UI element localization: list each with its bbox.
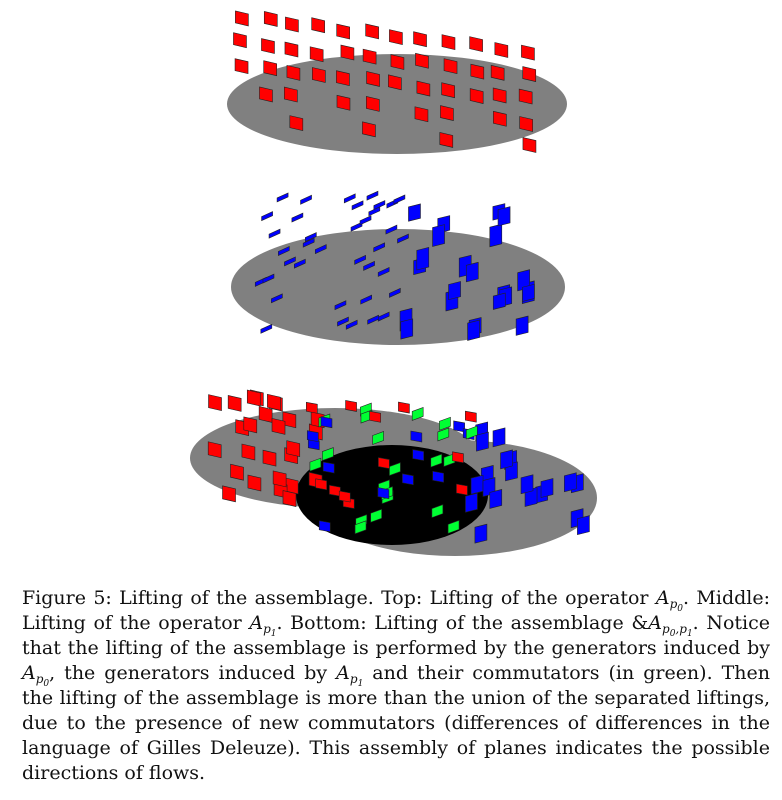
blue-plane	[269, 229, 280, 238]
mixed-plane	[346, 400, 357, 411]
red-plane	[235, 59, 248, 74]
mixed-plane	[398, 402, 409, 413]
red-plane	[284, 87, 297, 102]
mixed-plane	[413, 450, 424, 461]
red-plane	[389, 30, 402, 45]
blue-plane	[476, 432, 488, 451]
red-plane	[312, 18, 325, 33]
mixed-plane	[378, 488, 389, 499]
red-plane	[391, 55, 404, 70]
blue-plane	[352, 201, 363, 210]
math-A-p1: $A_{p_1}$	[249, 612, 277, 639]
red-plane	[470, 37, 483, 52]
red-plane	[495, 42, 508, 57]
red-plane	[233, 33, 246, 48]
bottom-panel	[190, 390, 597, 556]
red-plane	[285, 17, 298, 32]
red-plane	[442, 35, 455, 50]
blue-plane	[408, 204, 420, 221]
red-plane	[366, 96, 379, 111]
top-gray-disc	[227, 54, 567, 154]
mixed-plane	[316, 479, 327, 490]
red-plane	[259, 406, 272, 422]
caption-text-3: . Bottom: Lifting of the assemblage &	[276, 612, 649, 634]
red-plane	[491, 65, 504, 80]
blue-plane	[516, 316, 528, 335]
mixed-plane	[339, 491, 350, 502]
red-plane	[244, 417, 257, 433]
red-plane	[235, 11, 248, 26]
red-plane	[337, 95, 350, 110]
blue-plane	[468, 320, 480, 340]
math-A-p0: $A_{p_0}$	[655, 587, 684, 614]
red-plane	[414, 32, 427, 47]
caption-text-5: , the generators induced by	[49, 662, 337, 684]
blue-plane	[475, 524, 487, 543]
blue-plane	[261, 324, 272, 333]
top-panel	[227, 11, 567, 154]
blue-plane	[401, 319, 413, 339]
blue-plane	[471, 475, 483, 494]
mixed-plane	[411, 431, 422, 442]
red-plane	[417, 81, 430, 96]
red-plane	[444, 59, 457, 74]
mixed-plane	[378, 458, 389, 469]
red-plane	[261, 39, 274, 54]
red-plane	[519, 89, 532, 104]
math-A-p1-b: $A_{p_1}$	[336, 662, 364, 689]
red-plane	[363, 49, 376, 64]
mixed-plane	[319, 521, 330, 532]
red-plane	[287, 441, 300, 457]
blue-plane	[433, 225, 445, 247]
red-plane	[336, 71, 349, 86]
blue-plane	[493, 293, 505, 309]
red-plane	[283, 491, 296, 507]
red-plane	[493, 111, 506, 126]
red-plane	[341, 45, 354, 60]
red-plane	[287, 65, 300, 80]
middle-panel	[231, 191, 565, 345]
blue-plane	[344, 194, 355, 203]
blue-plane	[360, 216, 371, 225]
blue-plane	[277, 193, 288, 202]
blue-plane	[292, 213, 303, 222]
blue-plane	[564, 473, 576, 492]
mixed-plane	[402, 474, 413, 485]
red-plane	[264, 11, 277, 26]
mixed-plane	[433, 471, 444, 482]
red-plane	[388, 75, 401, 90]
red-plane	[248, 475, 261, 491]
red-plane	[267, 394, 280, 410]
blue-plane	[498, 207, 510, 226]
mixed-plane	[452, 452, 463, 463]
mixed-plane	[321, 417, 332, 428]
red-plane	[442, 83, 455, 98]
red-plane	[470, 89, 483, 104]
blue-plane	[449, 281, 461, 299]
red-plane	[247, 390, 260, 406]
blue-plane	[501, 450, 513, 469]
red-plane	[493, 88, 506, 103]
math-A-p0p1: $A_{p_0,p_1}$	[648, 612, 693, 639]
mixed-plane	[456, 484, 467, 495]
red-plane	[273, 471, 286, 487]
mixed-plane	[323, 462, 334, 473]
blue-plane	[577, 516, 589, 535]
caption-text-2: . Middle: Lifting of the operator	[22, 587, 770, 634]
red-plane	[523, 138, 536, 153]
blue-plane	[367, 191, 378, 200]
blue-plane	[417, 247, 429, 270]
red-plane	[272, 418, 285, 434]
blue-plane	[466, 262, 478, 282]
red-plane	[209, 395, 222, 411]
blue-plane	[394, 195, 405, 204]
red-plane	[520, 117, 533, 132]
caption-text-1: Lifting of the assemblage. Top: Lifting of the operator	[111, 587, 656, 609]
red-plane	[223, 486, 236, 502]
red-plane	[285, 42, 298, 57]
red-plane	[367, 71, 380, 86]
mixed-plane	[465, 411, 476, 422]
math-A-p0-b: $A_{p_0}$	[22, 662, 50, 689]
red-plane	[415, 53, 428, 68]
red-plane	[312, 68, 325, 83]
red-plane	[415, 107, 428, 122]
middle-gray-disc	[231, 229, 565, 345]
red-plane	[337, 24, 350, 39]
red-plane	[523, 67, 536, 82]
mixed-plane	[307, 431, 318, 442]
blue-plane	[541, 479, 553, 498]
mixed-plane	[329, 485, 340, 496]
caption-label: Figure 5:	[22, 587, 112, 609]
red-plane	[440, 132, 453, 147]
mixed-plane	[370, 411, 381, 422]
red-plane	[263, 450, 276, 466]
red-plane	[208, 442, 221, 458]
blue-plane	[522, 284, 534, 301]
blue-plane	[490, 489, 502, 508]
caption-text-4: . Notice that the lifting of the assemblage is performed by the generators induced by	[22, 612, 771, 659]
figure-caption	[22, 586, 770, 786]
red-plane	[259, 87, 272, 102]
red-plane	[230, 464, 243, 480]
red-plane	[471, 64, 484, 79]
blue-plane	[493, 428, 505, 447]
red-plane	[521, 45, 534, 60]
blue-plane	[490, 224, 502, 247]
red-plane	[228, 395, 241, 411]
mixed-plane	[306, 402, 317, 413]
red-plane	[264, 61, 277, 76]
red-plane	[366, 24, 379, 39]
blue-plane	[301, 195, 312, 204]
blue-plane	[521, 475, 533, 494]
red-plane	[440, 106, 453, 121]
red-plane	[242, 444, 255, 460]
red-plane	[310, 47, 323, 62]
red-plane	[290, 116, 303, 131]
blue-plane	[262, 212, 273, 221]
blue-plane	[465, 493, 477, 512]
caption-text-6: and their commutators (in green). Then the lifting of the assemblage is more than the union of the separated liftings, due to the presence of new commutators (differences of differences in the language of Gilles Deleuze). This assembly of planes indicates the possible directions of flows.	[22, 662, 771, 784]
red-plane	[362, 122, 375, 137]
